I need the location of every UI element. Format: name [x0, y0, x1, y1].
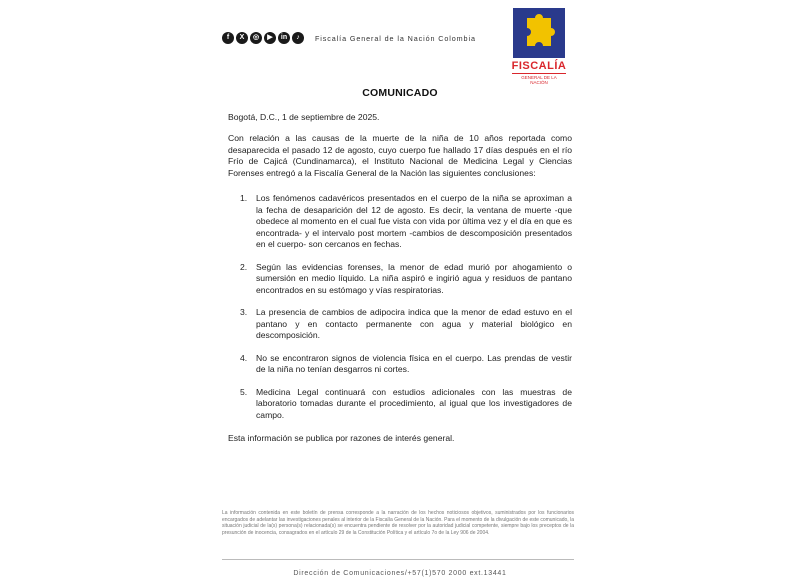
item-number: 4. — [240, 352, 248, 363]
date-line: Bogotá, D.C., 1 de septiembre de 2025. — [228, 112, 380, 122]
logo-emblem — [513, 8, 565, 58]
page-title: COMUNICADO — [362, 87, 438, 99]
item-number: 3. — [240, 307, 248, 317]
item-text: Según las evidencias forenses, la menor de edad murió por ahogamiento o sumersión en medio líquido. La niña aspiró e ingirió agua y residuos de pantano encontrados en su estómago y vías respiratorias. — [256, 261, 572, 295]
footer-divider — [222, 559, 574, 560]
list-item — [240, 307, 572, 342]
facebook-icon[interactable]: f — [222, 32, 234, 44]
logo-subtitle: GENERAL DE LA NACIÓN — [512, 73, 566, 85]
item-text: Los fenómenos cadavéricos presentados en el cuerpo de la niña se aproximan a la fecha de desaparición del 12 de agosto. Es decir, la ventana de muerte -que obedece al momento en el cual fue vista con vida por última vez y el día en que es encontrada- y el intervalo post mortem -cambios de descomposición presentados en el cuerpo- son cercanos en fechas. — [256, 193, 572, 249]
item-text: Medicina Legal continuará con estudios adicionales con las muestras de laboratorio tomadas durante el procedimiento, al igual que los investigadores de campo. — [256, 386, 572, 420]
social-bar — [222, 32, 476, 44]
item-number: 1. — [240, 193, 248, 203]
instagram-icon[interactable]: ◎ — [250, 32, 262, 44]
list-item — [240, 262, 572, 297]
item-text: La presencia de cambios de adipocira indica que la menor de edad estuvo en el pantano y en contacto permanente con agua y material biológico en descomposición. — [256, 307, 572, 340]
intro-paragraph: Con relación a las causas de la muerte de la niña de 10 años reportada como desaparecida el pasado 12 de agosto, cuyo cuerpo fue hallado 17 días después en el río Frío de Cajicá (Cundinamarca), el Instituto Nacional de Medicina Legal y Ciencias Forenses entregó a la Fiscalía General de la Nación las siguientes conclusiones: — [228, 133, 572, 178]
footer-contact: Dirección de Comunicaciones/+57(1)570 2000 ext.13441 — [293, 570, 507, 577]
puzzle-piece-icon — [513, 8, 565, 58]
tiktok-icon[interactable]: ♪ — [292, 32, 304, 44]
item-number: 5. — [240, 386, 248, 397]
conclusions-list — [240, 193, 572, 421]
item-text: No se encontraron signos de violencia física en el cuerpo. Las prendas de vestir de la niña no tenían desgarros ni cortes. — [256, 352, 572, 374]
x-icon[interactable]: X — [236, 32, 248, 44]
fiscalia-logo — [508, 8, 570, 85]
list-item — [240, 387, 572, 422]
item-number: 2. — [240, 261, 248, 272]
org-name: Fiscalía General de la Nación Colombia — [315, 33, 476, 43]
logo-word: FISCALÍA — [511, 60, 567, 72]
list-item — [240, 353, 572, 376]
closing-line: Esta información se publica por razones de interés general. — [228, 433, 455, 443]
linkedin-icon[interactable]: in — [278, 32, 290, 44]
list-item — [240, 193, 572, 251]
youtube-icon[interactable]: ▶ — [264, 32, 276, 44]
legal-disclaimer: La información contenida en este boletín de prensa corresponde a la narración de los hechos noticiosos objetivos, suministrados por los funcionarios encargados de adelantar las investigaciones penales al interior de la Fiscalía General de la Nación. Para el momento de la divulgación de este comunicado, la situación judicial de la(s) persona(s) relacionada(s) se encuentra pendiente de resolver por la autoridad judicial competente, siempre bajo los preceptos de la presunción de inocencia, consagrados en el artículo 29 de la Constitución Política y el artículo 7o de la Ley 906 de 2004. — [222, 510, 574, 536]
